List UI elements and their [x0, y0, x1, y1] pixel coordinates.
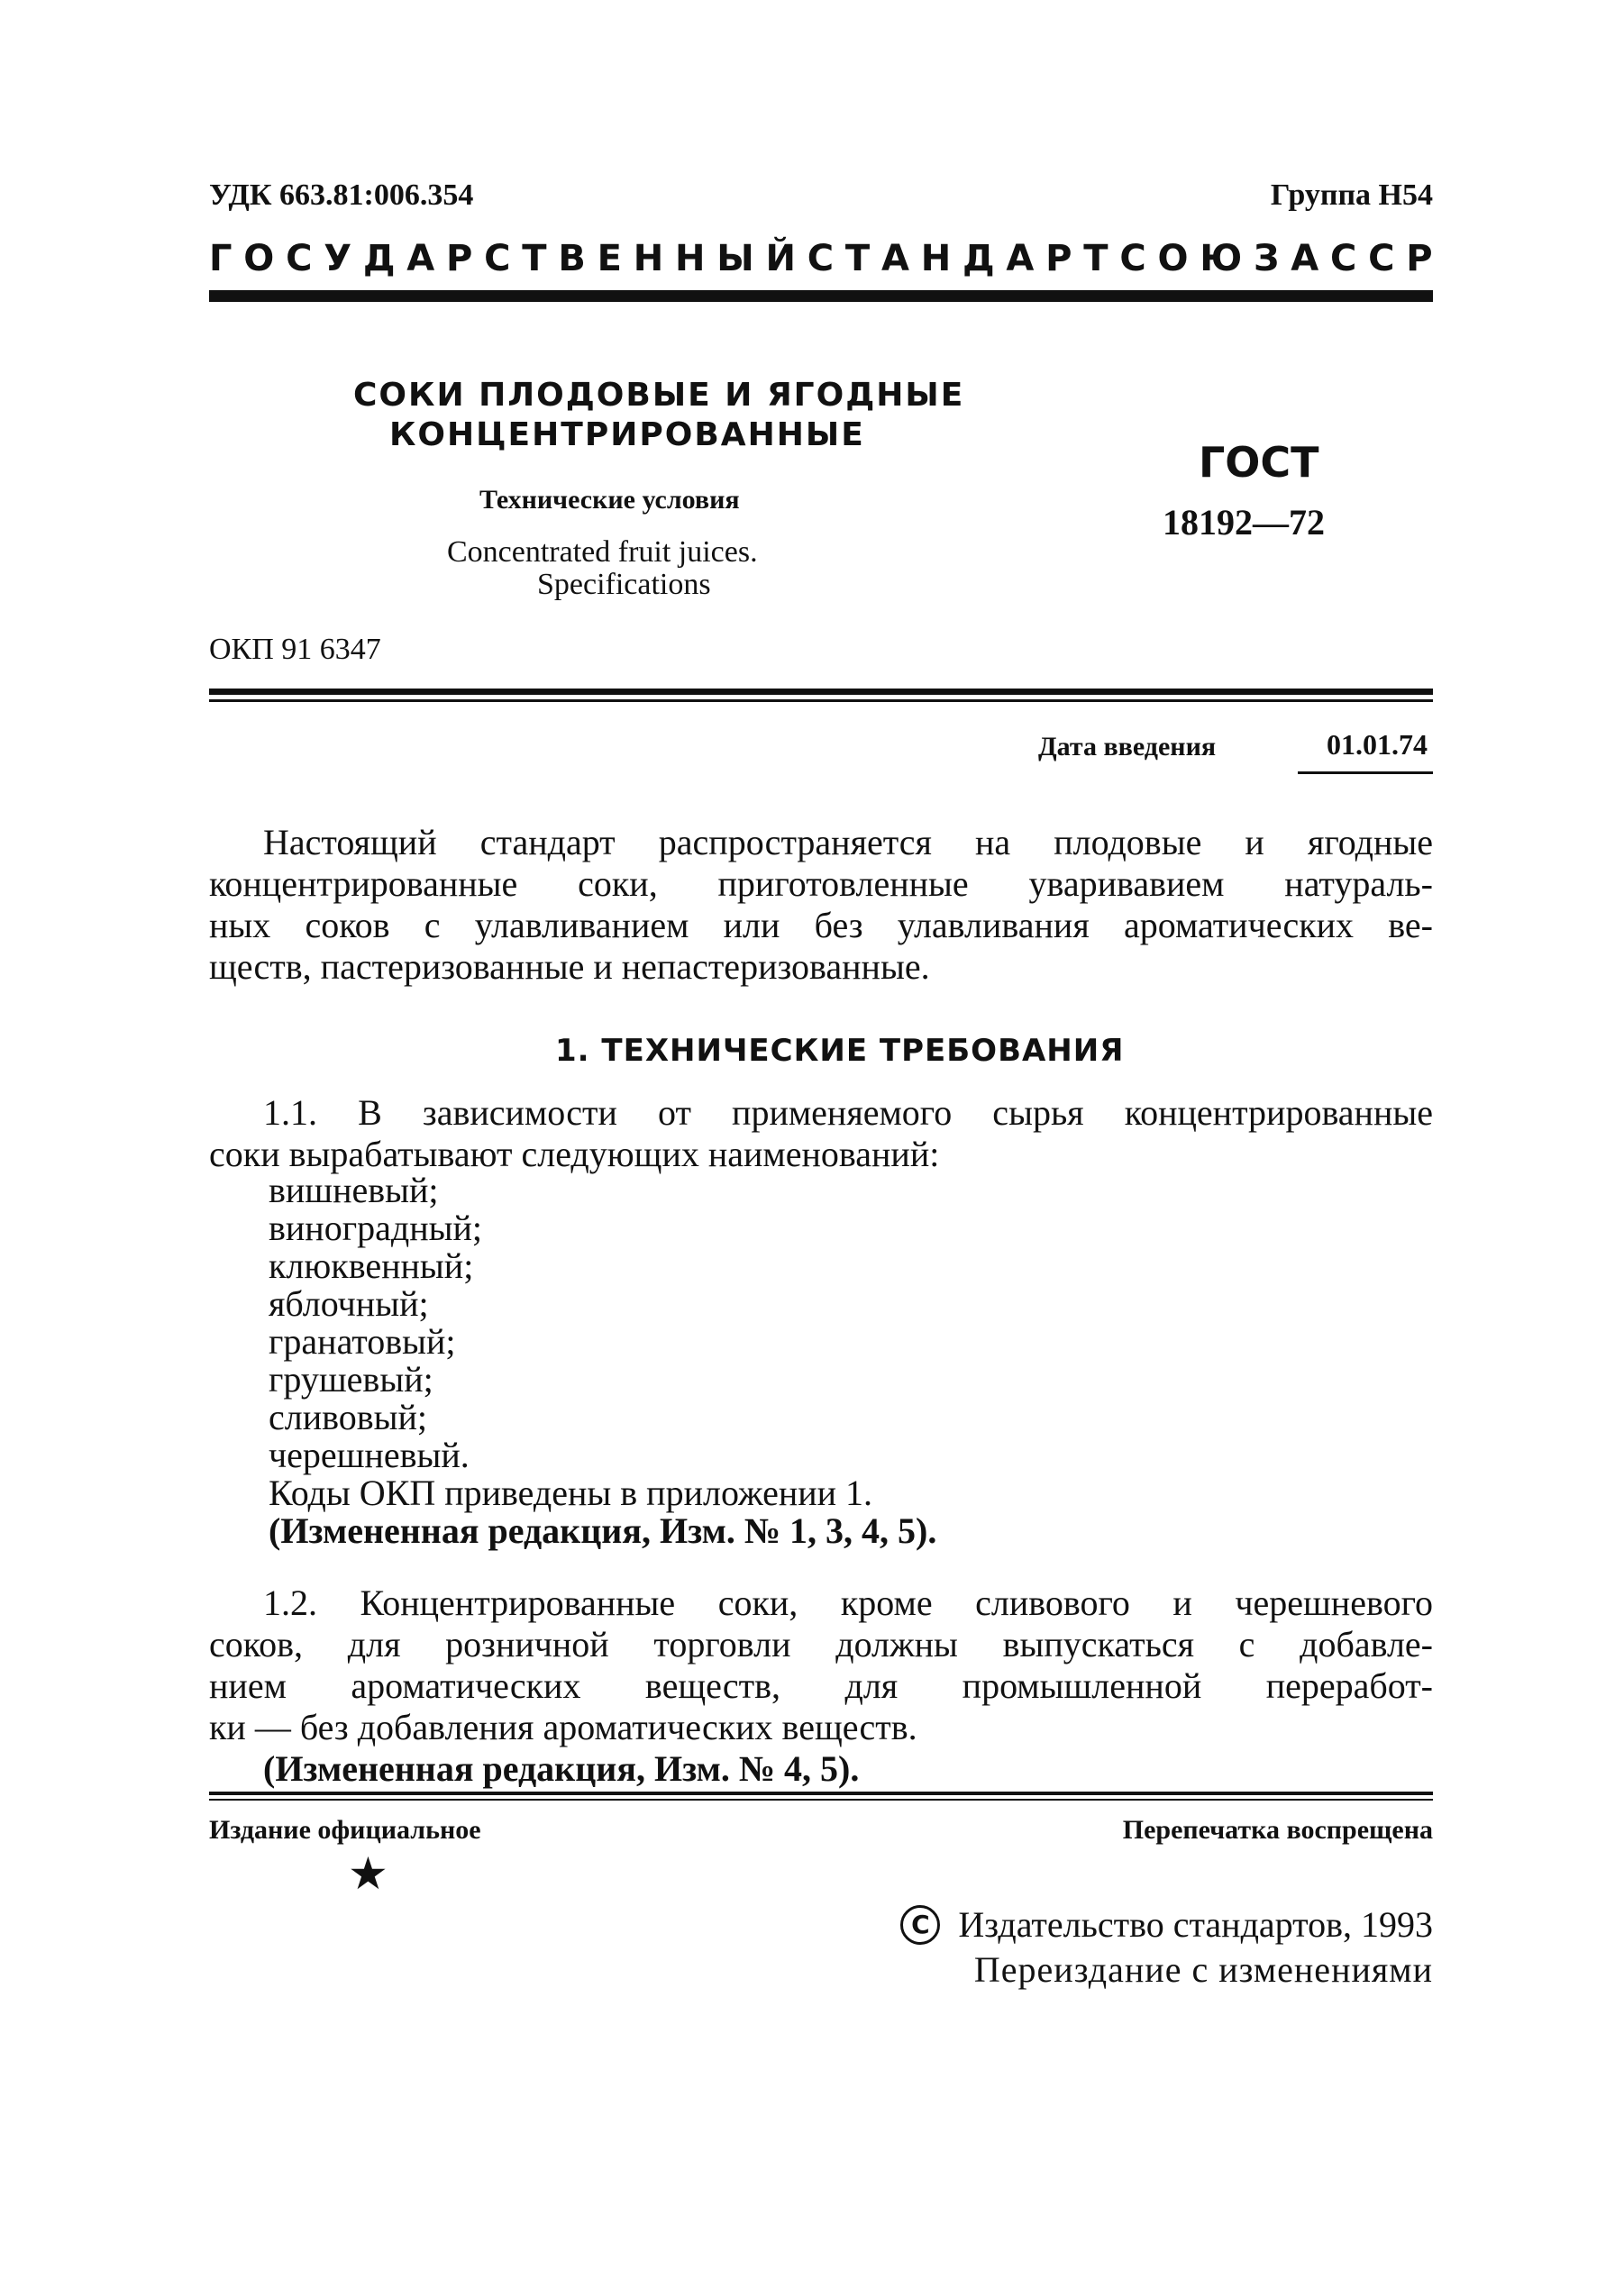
paragraph-1-2	[209, 1582, 1433, 1790]
paragraph-1-1	[209, 1092, 1433, 1175]
banner-letter: Т	[844, 238, 871, 279]
copyright-icon: C	[900, 1905, 940, 1945]
list-item: сливовый;	[269, 1397, 428, 1437]
english-title-line-1: Concentrated fruit juices.	[447, 535, 758, 569]
publisher-text: Издательство стандартов, 1993	[958, 1904, 1433, 1945]
list-item: гранатовый;	[269, 1321, 456, 1362]
header-divider	[209, 290, 1433, 302]
banner-letter: Д	[362, 238, 396, 279]
banner-letter: Р	[1406, 238, 1433, 279]
date-value: 01.01.74	[1327, 728, 1428, 761]
list-item: яблочный;	[269, 1283, 429, 1324]
list-item: грушевый;	[269, 1359, 433, 1400]
title-line-2: КОНЦЕНТРИРОВАННЫЕ	[389, 416, 865, 453]
list-item: черешневый.	[269, 1435, 470, 1475]
intro-line: ществ, пастеризованные и непастеризованные.	[209, 946, 930, 987]
p12-line: 1.2. Концентрированные соки, кроме сливового и черешневого	[263, 1582, 1433, 1623]
banner-letter: С	[286, 238, 313, 279]
intro-line: концентрированные соки, приготовленные уваривавием натураль-	[209, 863, 1433, 904]
banner-letter: Е	[597, 238, 622, 279]
reprint-prohibited-label: Перепечатка воспрещена	[1122, 1815, 1433, 1845]
banner-letter: С	[484, 238, 511, 279]
banner-letter: Н	[920, 238, 952, 279]
banner-letter: Т	[522, 238, 547, 279]
group-code: Группа Н54	[1270, 178, 1433, 212]
date-label: Дата введения	[1038, 732, 1217, 762]
title-line-1: СОКИ ПЛОДОВЫЕ И ЯГОДНЫЕ	[353, 377, 965, 414]
official-edition-label: Издание официальное	[209, 1815, 481, 1845]
gost-label: ГОСТ	[1199, 438, 1319, 487]
title-divider-thick	[209, 689, 1433, 695]
p11-line: соки вырабатывают следующих наименований:	[209, 1134, 940, 1174]
footer-divider-thin	[209, 1799, 1433, 1801]
banner-letter: З	[1254, 238, 1280, 279]
banner-letter: Т	[1083, 238, 1109, 279]
state-standard-banner	[209, 238, 1433, 279]
reissue-line: Переиздание с изменениями	[973, 1949, 1433, 1990]
list-item: вишневый;	[269, 1170, 439, 1210]
english-title-line-2: Specifications	[537, 568, 711, 601]
amendment-note: (Измененная редакция, Изм. № 1, 3, 4, 5).	[269, 1510, 937, 1551]
p12-line: ки — без добавления ароматических веществ.	[209, 1707, 917, 1747]
banner-letter: О	[243, 238, 275, 279]
banner-letter: Н	[674, 238, 706, 279]
p12-line: соков, для розничной торговли должны выпускаться с добавле-	[209, 1624, 1433, 1664]
banner-letter: Й	[765, 238, 796, 279]
gost-number: 18192—72	[1163, 502, 1325, 543]
banner-letter: Ю	[1200, 238, 1243, 279]
subtitle: Технические условия	[479, 485, 740, 515]
banner-letter: Д	[962, 238, 995, 279]
okp-code: ОКП 91 6347	[209, 633, 381, 666]
date-underline	[1298, 771, 1433, 774]
p12-line: нием ароматических веществ, для промышленной переработ-	[209, 1665, 1433, 1706]
banner-letter: С	[807, 238, 835, 279]
p11-line: 1.1. В зависимости от применяемого сырья концентрированные	[263, 1092, 1433, 1133]
intro-paragraph	[209, 822, 1433, 988]
amendment-note: (Измененная редакция, Изм. № 4, 5).	[263, 1748, 860, 1789]
banner-letter: Ы	[716, 238, 754, 279]
banner-letter: С	[1368, 238, 1395, 279]
banner-letter: Н	[633, 238, 664, 279]
udk-code: УДК 663.81:006.354	[209, 178, 474, 212]
star-icon: ★	[348, 1848, 388, 1899]
list-item: виноградный;	[269, 1208, 483, 1248]
banner-letter: О	[1157, 238, 1189, 279]
footer-divider-thick	[209, 1792, 1433, 1795]
banner-letter: А	[406, 238, 435, 279]
banner-letter: Р	[1045, 238, 1072, 279]
banner-letter: А	[880, 238, 909, 279]
banner-letter: Р	[446, 238, 473, 279]
banner-letter: С	[1119, 238, 1146, 279]
section-heading: 1. ТЕХНИЧЕСКИЕ ТРЕБОВАНИЯ	[555, 1033, 1125, 1069]
intro-line: ных соков с улавливанием или без улавливания ароматических ве-	[209, 905, 1433, 945]
juice-list	[269, 1172, 936, 1550]
banner-letter: В	[558, 238, 586, 279]
banner-letter: А	[1291, 238, 1319, 279]
title-divider-thin	[209, 699, 1433, 702]
banner-letter: А	[1006, 238, 1035, 279]
banner-letter: С	[1329, 238, 1357, 279]
okp-codes-note: Коды ОКП приведены в приложении 1.	[269, 1473, 873, 1513]
intro-line: Настоящий стандарт распространяется на плодовые и ягодные	[263, 822, 1433, 862]
list-item: клюквенный;	[269, 1245, 474, 1286]
banner-letter: Г	[209, 238, 233, 279]
publisher-line	[900, 1903, 1433, 1946]
banner-letter: У	[324, 238, 352, 279]
